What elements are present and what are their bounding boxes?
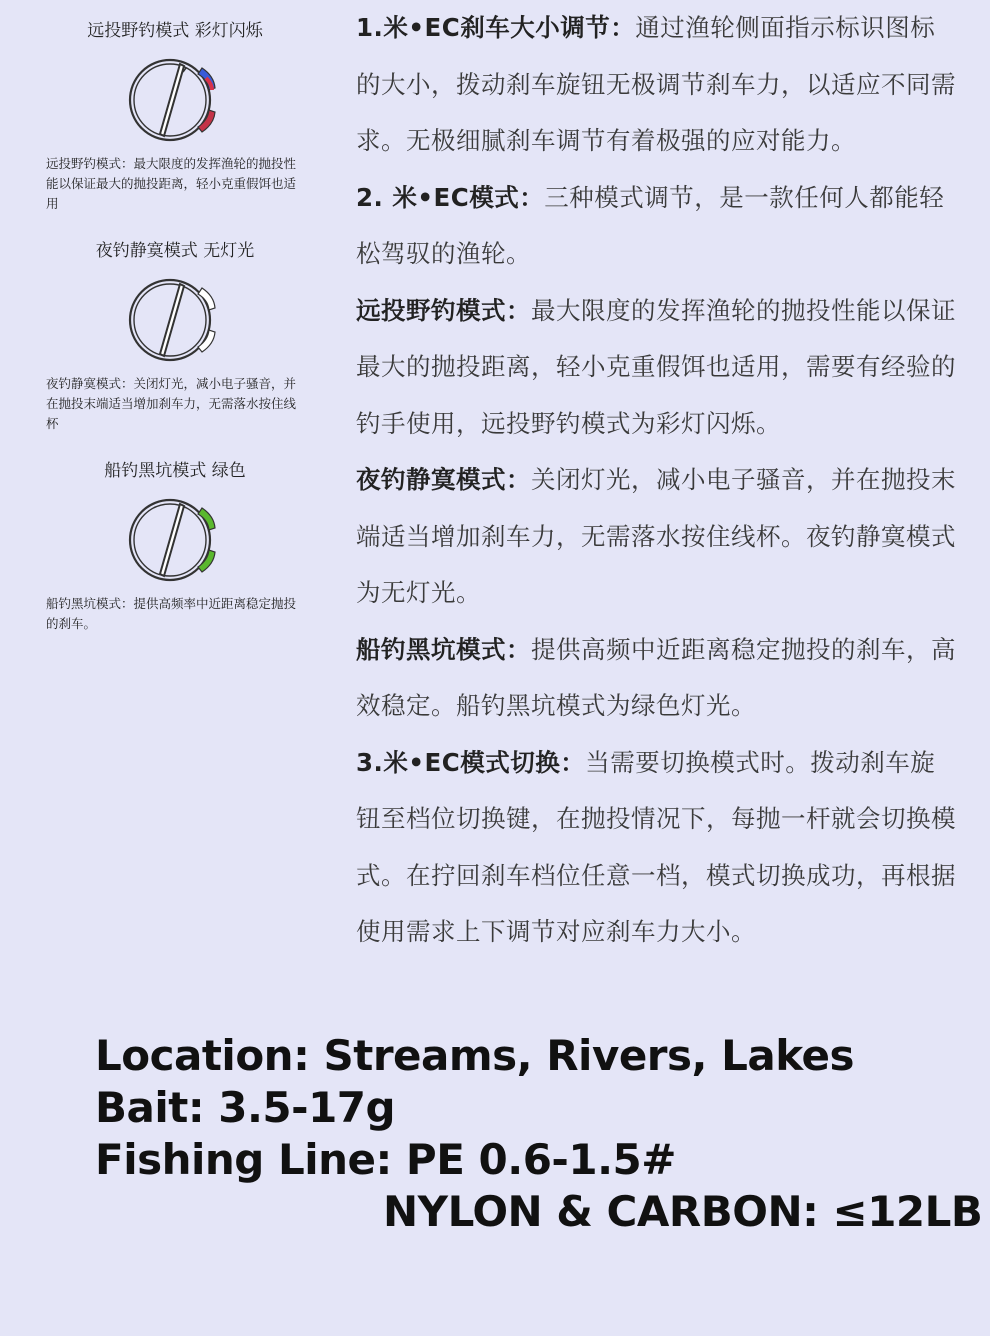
- spec-bait: Bait: 3.5-17g: [95, 1083, 396, 1132]
- paragraph-heading: 夜钓静寞模式：: [356, 465, 531, 494]
- mode-title: 远投野钓模式 彩灯闪烁: [87, 21, 263, 41]
- paragraph-body: 通过渔轮侧面指示标识图标的大小，拨动刹车旋钮无极调节刹车力，以适应不同需求。无极细腻刹车调节有着极强的应对能力。: [356, 13, 956, 155]
- brake-dial-icon: [120, 50, 230, 150]
- paragraph-heading: 2. 米•EC模式：: [356, 182, 545, 212]
- paragraph-body: 关闭灯光，减小电子骚音，并在抛投末端适当增加刹车力，无需落水按住线杯。夜钓静寞模式为无灯光。: [356, 465, 956, 607]
- spec-fishing-line: Fishing Line: PE 0.6-1.5#: [95, 1135, 676, 1184]
- paragraph-body: 提供高频中近距离稳定抛投的刹车，高效稳定。船钓黑坑模式为绿色灯光。: [356, 634, 956, 720]
- paragraph: [356, 170, 956, 283]
- mode-title: 船钓黑坑模式 绿色: [104, 461, 246, 481]
- brake-dial-icon: [120, 270, 230, 370]
- mode-description: 船钓黑坑模式：提供高频率中近距离稳定抛投的刹车。: [46, 596, 297, 631]
- mode-list: [40, 18, 310, 678]
- paragraph: [356, 283, 956, 453]
- mode-boat: [40, 458, 310, 678]
- paragraph-body: 当需要切换模式时。拨动刹车旋钮至档位切换键，在抛投情况下，每抛一杆就会切换模式。在拧回刹车档位任意一档，模式切换成功，再根据使用需求上下调节对应刹车力大小。: [356, 747, 956, 946]
- feature-text: [356, 0, 956, 961]
- spec-location: Location: Streams, Rivers, Lakes: [95, 1031, 854, 1080]
- mode-cast: [40, 18, 310, 238]
- mode-night: [40, 238, 310, 458]
- paragraph: [356, 0, 956, 170]
- paragraph-heading: 船钓黑坑模式：: [356, 634, 531, 664]
- brake-dial-icon: [120, 490, 230, 590]
- paragraph-body: 最大限度的发挥渔轮的抛投性能以保证最大的抛投距离，轻小克重假饵也适用，需要有经验的钓手使用，远投野钓模式为彩灯闪烁。: [356, 295, 956, 438]
- spec-block: [95, 1030, 983, 1238]
- paragraph-heading: 1.米•EC刹车大小调节：: [356, 13, 636, 42]
- paragraph-heading: 远投野钓模式：: [356, 295, 531, 325]
- spec-nylon-carbon: NYLON & CARBON: ≤12LB: [383, 1187, 983, 1236]
- paragraph: [356, 622, 956, 735]
- paragraph: [356, 735, 956, 961]
- mode-title: 夜钓静寞模式 无灯光: [95, 241, 255, 261]
- mode-description: 远投野钓模式：最大限度的发挥渔轮的抛投性能以保证最大的抛投距离，轻小克重假饵也适用: [46, 156, 297, 211]
- light-bottom: [198, 110, 215, 132]
- paragraph: [356, 452, 956, 622]
- paragraph-body: 三种模式调节，是一款任何人都能轻松驾驭的渔轮。: [356, 182, 945, 268]
- mode-description: 夜钓静寞模式：关闭灯光，减小电子骚音，并在抛投末端适当增加刹车力，无需落水按住线杯: [46, 376, 297, 431]
- paragraph-heading: 3.米•EC模式切换：: [356, 747, 586, 777]
